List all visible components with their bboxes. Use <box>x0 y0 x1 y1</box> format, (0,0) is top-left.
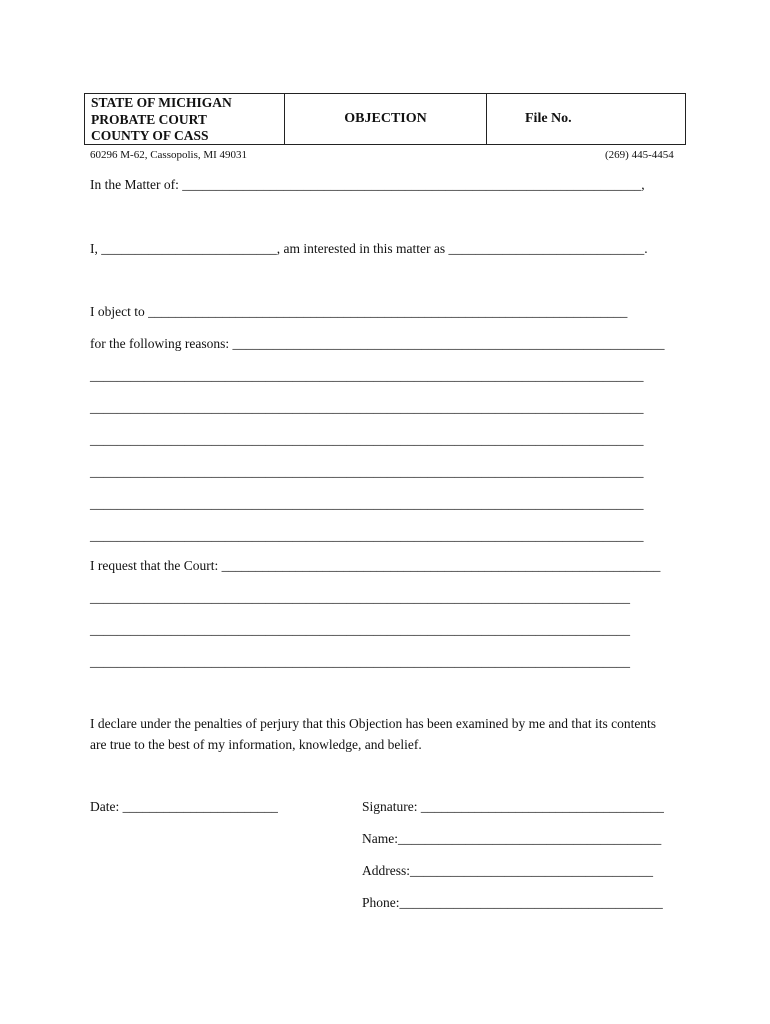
phone-field[interactable]: Phone:_______________________________________ <box>362 895 663 910</box>
request-blank-line[interactable]: ________________________________________________________________________________ <box>90 590 630 605</box>
file-number-cell[interactable] <box>487 94 685 144</box>
reason-blank-line[interactable]: __________________________________________________________________________________ <box>90 496 644 511</box>
interest-field[interactable]: I, __________________________, am interested in this matter as _____________________________. <box>90 241 648 256</box>
address-field[interactable]: Address:____________________________________ <box>362 863 653 878</box>
form-title-cell <box>285 94 487 144</box>
court-line-state: STATE OF MICHIGAN <box>91 95 232 110</box>
reason-blank-line[interactable]: __________________________________________________________________________________ <box>90 368 644 383</box>
reasons-field[interactable]: for the following reasons: ________________________________________________________________ <box>90 336 665 351</box>
court-address: 60296 M-62, Cassopolis, MI 49031 <box>90 149 248 161</box>
file-number-label: File No. <box>525 111 572 126</box>
signature-field[interactable]: Signature: ____________________________________ <box>362 799 664 814</box>
form-title: OBJECTION <box>344 111 427 126</box>
court-phone: (269) 445-4454 <box>605 149 674 161</box>
court-line-court: PROBATE COURT <box>91 111 207 127</box>
reason-blank-line[interactable]: __________________________________________________________________________________ <box>90 400 644 415</box>
reason-blank-line[interactable]: __________________________________________________________________________________ <box>90 528 644 543</box>
reason-blank-line[interactable]: __________________________________________________________________________________ <box>90 432 644 447</box>
name-field[interactable]: Name:_______________________________________ <box>362 831 662 846</box>
declaration-text-line-1: I declare under the penalties of perjury that this Objection has been examined by me and that its contents <box>90 716 657 731</box>
reason-blank-line[interactable]: __________________________________________________________________________________ <box>90 464 644 479</box>
court-name-block <box>91 95 232 145</box>
declaration-text-line-2: are true to the best of my information, knowledge, and belief. <box>90 737 422 752</box>
object-to-field[interactable]: I object to _______________________________________________________________________ <box>90 304 628 319</box>
court-line-county: COUNTY OF CASS <box>91 128 209 143</box>
request-blank-line[interactable]: ________________________________________________________________________________ <box>90 622 630 637</box>
request-field[interactable]: I request that the Court: _________________________________________________________________ <box>90 558 661 573</box>
case-header-table <box>84 93 686 145</box>
matter-field[interactable]: In the Matter of: ____________________________________________________________________, <box>90 177 645 192</box>
date-field[interactable]: Date: _______________________ <box>90 799 278 814</box>
request-blank-line[interactable]: ________________________________________________________________________________ <box>90 654 630 669</box>
court-cell <box>85 94 285 144</box>
